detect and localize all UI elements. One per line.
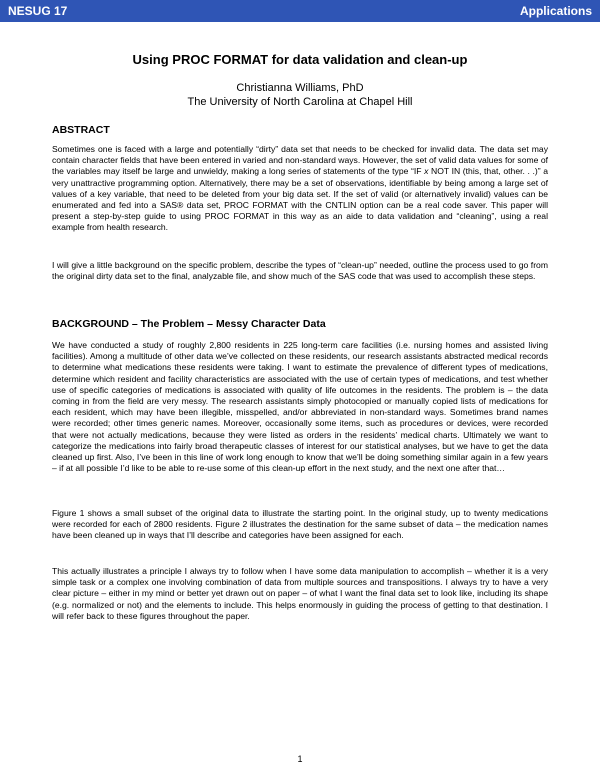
author-name: Christianna Williams, PhD — [236, 82, 364, 94]
abstract-paragraph-2: I will give a little background on the specific problem, describe the types of “clean-up” needed, outline the process used to go from the original dirty data set to the final, analyzable file, and show much of the SAS code that was used to accomplish these steps. — [52, 260, 548, 282]
abstract-p1-part-a: Sometimes one is faced with a large and potentially “dirty” data set that needs to be checked for invalid data. The data set may contain character fields that have been entered in varied and non-standard ways. However, the set of valid data values for some of the variables may itself be large and unwieldy, making a long series of statements of the type “IF — [52, 144, 548, 177]
background-paragraph-2: Figure 1 shows a small subset of the original data to illustrate the starting point. In the original study, up to twenty medications were recorded for each of 2800 residents. Figure 2 illustrates the destination for the same subset of data – the medication names have been cleaned up in ways that I’ll describe and categories have been assigned for each. — [52, 508, 548, 541]
author-block — [0, 81, 600, 109]
background-heading: BACKGROUND – The Problem – Messy Character Data — [52, 318, 326, 330]
abstract-p1-variable: x — [424, 166, 429, 177]
page-number: 1 — [297, 754, 303, 764]
header-bar — [0, 0, 600, 22]
conference-label: NESUG 17 — [8, 4, 68, 18]
abstract-heading: ABSTRACT — [52, 124, 110, 136]
section-label: Applications — [519, 4, 592, 18]
background-paragraph-3: This actually illustrates a principle I always try to follow when I have some data manipulation to accomplish – whether it is a very simple task or a complex one involving combination of data from multiple sources and transpositions. I always try to have a very clear picture – either in my mind or better yet drawn out on paper – of what I want the final data set to look like, including its shape (e.g. normalized or not) and the elements to include. This helps enormously in guiding the process of getting to that destination. I will refer back to these figures throughout the paper. — [52, 566, 548, 621]
abstract-p1-part-b: NOT IN (this, that, other. . .)” a very unattractive programming option. Alternatively, there may be a set of observations, identifiable by being among a large set of values of a key variable, that need to be deleted from your big data set. If the set of valid (or alternatively invalid) values can be enumerated and fed into a SAS® data set, PROC FORMAT with the CNTLIN option can be a real code saver. This paper will present a step-by-step guide to using PROC FORMAT in this way as an aide to data validation and “cleaning”, using a real example from health research. — [52, 166, 548, 233]
background-paragraph-1: We have conducted a study of roughly 2,800 residents in 225 long-term care facilities (i.e. nursing homes and assisted living facilities). Among a multitude of other data we’ve collected on these residents, our research assistants abstracted medical records to determine what medications these residents were taking. I want to estimate the prevalence of different types of medications, determine which resident and facility characteristics are associated with the use of certain types of medications, and test whether use of specific categories of medications is associated with quality of life outcomes in the residents. The problem is – the data coming in from the field are very messy. The research assistants simply photocopied or manually copied lists of medications for each resident, which may have been illegible, misspelled, and/or abbreviated in non-standard ways. Sometimes brand names were recorded; other times generic names. Moreover, occasionally some items, such as procedures or devices, were recorded that were not actually medications, because they were listed as orders in the residents’ medical charts. Ultimately we want to categorize the medications into fairly broad therapeutic classes of interest for our statistical analyses, but we have to get the data cleaned up first. Also, I’ve been in this line of work long enough to know that we’ll be doing something similar again in a few years – if at all possible I’d like to be able to re-use some of this clean-up effort in the next study, and the next one after that… — [52, 340, 548, 474]
author-affiliation: The University of North Carolina at Chapel Hill — [187, 96, 413, 108]
paper-title: Using PROC FORMAT for data validation and clean-up — [132, 52, 468, 67]
abstract-paragraph-1 — [52, 144, 548, 234]
